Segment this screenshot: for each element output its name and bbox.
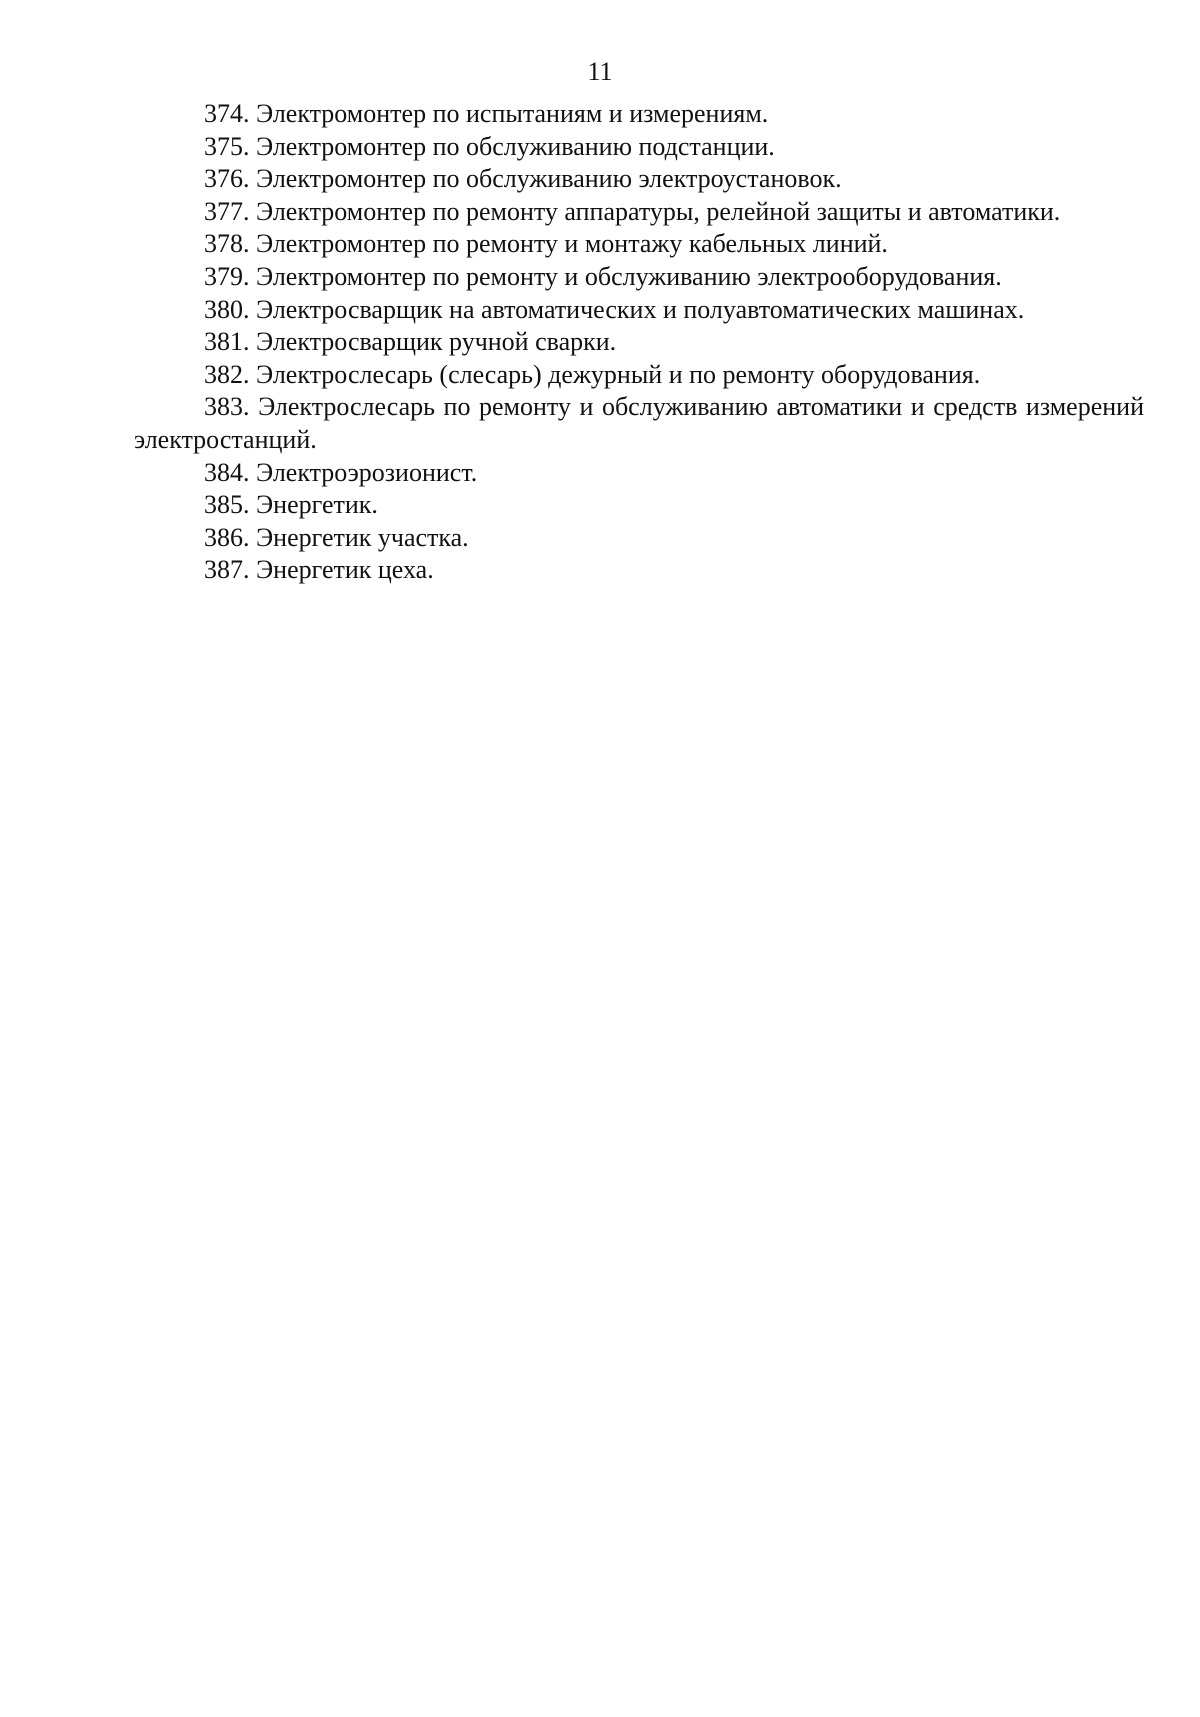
item-number: 377. xyxy=(204,196,250,226)
item-number: 374. xyxy=(204,99,250,128)
item-number: 386. xyxy=(204,522,250,552)
list-item xyxy=(134,98,1144,131)
page-number: 11 xyxy=(587,57,613,86)
list-item xyxy=(134,554,1144,587)
item-text: Электромонтер по обслуживанию электроустановок. xyxy=(256,164,842,194)
list-item xyxy=(134,261,1144,294)
list-item xyxy=(134,391,1144,456)
list-item xyxy=(134,522,1144,555)
item-number: 376. xyxy=(204,164,250,194)
item-text: Электросварщик ручной сварки. xyxy=(256,327,617,357)
item-text: Энергетик. xyxy=(256,490,378,520)
item-number: 380. xyxy=(204,294,250,324)
list-item xyxy=(134,131,1144,164)
item-number: 384. xyxy=(204,457,250,487)
item-text: Электрослесарь (слесарь) дежурный и по ремонту оборудования. xyxy=(256,359,981,389)
list-item xyxy=(134,326,1144,359)
item-number: 381. xyxy=(204,327,250,357)
list-item xyxy=(134,294,1144,327)
list-item xyxy=(134,196,1144,229)
item-number: 383. xyxy=(204,392,250,422)
item-text: Энергетик цеха. xyxy=(256,555,434,585)
list-item xyxy=(134,359,1144,392)
list-item xyxy=(134,163,1144,196)
item-text: Электросварщик на автоматических и полуавтоматических машинах. xyxy=(256,294,1025,324)
item-number: 385. xyxy=(204,490,250,520)
item-number: 378. xyxy=(204,229,250,259)
item-text: Электромонтер по ремонту аппаратуры, релейной защиты и автоматики. xyxy=(256,196,1061,226)
item-number: 379. xyxy=(204,261,250,291)
list-item xyxy=(134,228,1144,261)
item-text: Энергетик участка. xyxy=(256,522,469,552)
item-number: 382. xyxy=(204,359,250,389)
list-item xyxy=(134,457,1144,490)
item-text: Электроэрозионист. xyxy=(256,457,478,487)
item-number: 375. xyxy=(204,131,250,161)
item-text: Электромонтер по испытаниям и измерениям. xyxy=(256,99,769,128)
profession-list xyxy=(134,98,1144,587)
item-text: Электромонтер по ремонту и монтажу кабельных линий. xyxy=(256,229,888,259)
item-number: 387. xyxy=(204,555,250,585)
item-text: Электрослесарь по ремонту и обслуживанию автоматики и средств измерений электростанций. xyxy=(134,392,1144,454)
item-text: Электромонтер по ремонту и обслуживанию электрооборудования. xyxy=(256,261,1002,291)
list-item xyxy=(134,489,1144,522)
item-text: Электромонтер по обслуживанию подстанции. xyxy=(256,131,775,161)
